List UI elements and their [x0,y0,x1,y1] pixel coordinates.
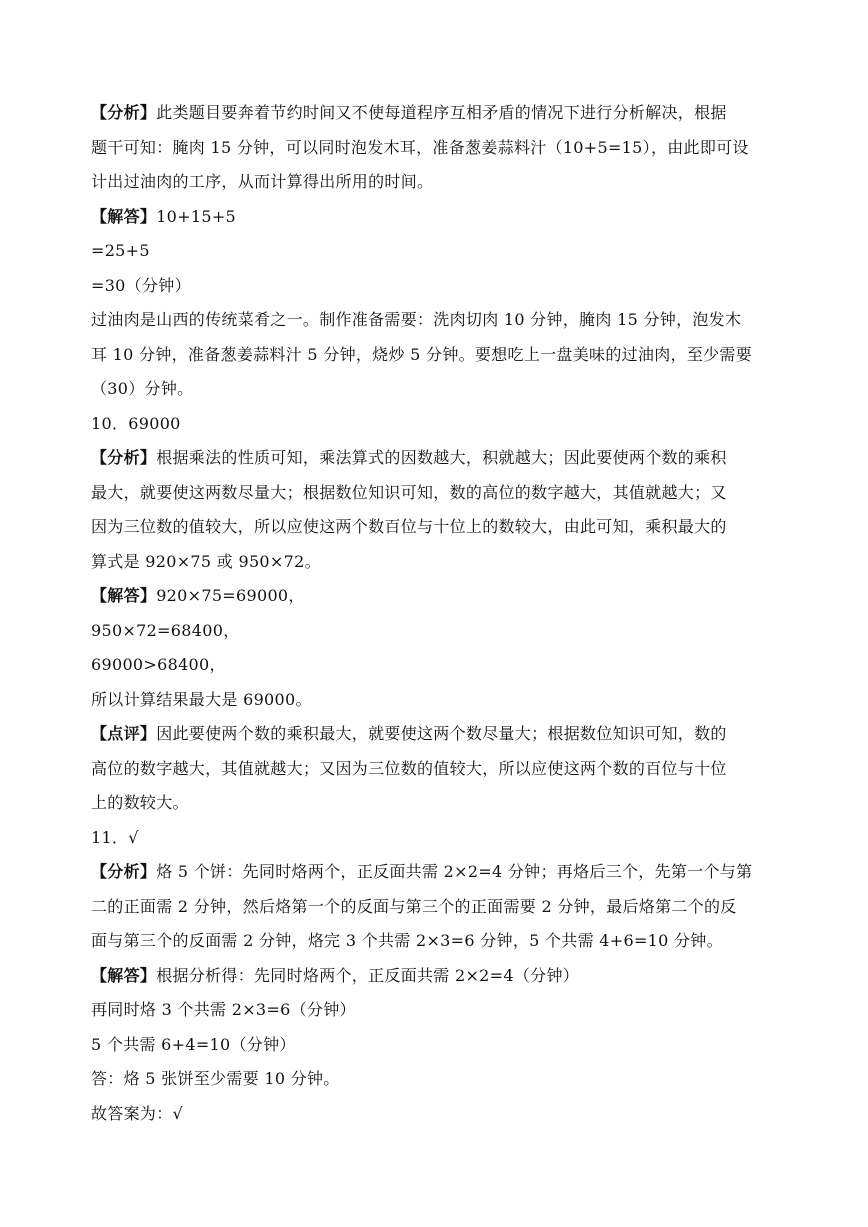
line-text: 11．√ [91,827,139,847]
line-text: 最大，就要使这两数尽量大；根据数位知识可知，数的高位的数字越大，其值就越大；又 [91,482,727,502]
line-text: 根据分析得：先同时烙两个，正反面共需 2×2=4（分钟） [156,965,580,985]
line-text: 根据乘法的性质可知，乘法算式的因数越大，积就越大；因此要使两个数的乘积 [156,448,727,467]
text-line [91,890,781,925]
line-text: 10．69000 [91,413,181,433]
text-line [91,234,781,269]
text-line [91,303,781,338]
line-text: 因此要使两个数的乘积最大，就要使这两个数尽量大；根据数位知识可知，数的 [156,724,727,743]
text-line [91,579,781,614]
text-line [91,717,781,752]
line-text: 所以计算结果最大是 69000。 [91,689,312,709]
section-tag: 【分析】 [91,448,157,467]
text-line [91,683,781,718]
line-text: =30（分钟） [91,275,191,295]
line-text: 950×72=68400， [91,620,240,640]
line-text: 二的正面需 2 分钟，然后烙第一个的反面与第三个的正面需要 2 分钟，最后烙第二个的反 [91,896,737,916]
section-tag: 【点评】 [91,724,157,743]
line-text: （30）分钟。 [91,379,194,398]
line-text: 面与第三个的反面需 2 分钟，烙完 3 个共需 2×3=6 分钟，5 个共需 4+6=10 分钟。 [91,931,723,950]
section-tag: 【解答】 [91,206,157,226]
text-line [91,510,781,545]
question-number-10 [91,407,781,442]
line-text: 上的数较大。 [91,793,189,812]
text-line [91,1062,781,1097]
text-line [91,269,781,304]
text-line [91,855,781,890]
line-text: 5 个共需 6+4=10（分钟） [91,1034,296,1054]
line-text: 耳 10 分钟，准备葱姜蒜料汁 5 分钟，烧炒 5 分钟。要想吃上一盘美味的过油肉，至少需要 [91,344,753,364]
line-text: 烙 5 个饼：先同时烙两个，正反面共需 2×2=4 分钟；再烙后三个，先第一个与第 [156,862,753,881]
line-text: 10+15+5 [156,206,237,226]
section-tag: 【分析】 [91,103,157,122]
question-number-11 [91,821,781,856]
line-text: 920×75=69000， [156,586,305,605]
text-line [91,372,781,407]
text-line [91,338,781,373]
line-text: 此类题目要奔着节约时间又不使每道程序互相矛盾的情况下进行分析解决，根据 [156,103,727,122]
line-text: 计出过油肉的工序，从而计算得出所用的时间。 [91,172,434,191]
section-tag: 【解答】 [91,586,157,605]
section-tag: 【分析】 [91,862,157,881]
text-line [91,476,781,511]
text-line [91,96,781,131]
line-text: 因为三位数的值较大，所以应使这两个数百位与十位上的数较大，由此可知，乘积最大的 [91,517,727,536]
section-tag: 【解答】 [91,965,157,985]
text-line [91,200,781,235]
text-line [91,1028,781,1063]
text-line [91,131,781,166]
text-line [91,752,781,787]
text-line [91,165,781,200]
text-line [91,786,781,821]
line-text: 过油肉是山西的传统菜肴之一。制作准备需要：洗肉切肉 10 分钟，腌肉 15 分钟，泡发木 [91,310,742,329]
text-line [91,441,781,476]
text-line [91,545,781,580]
line-text: 高位的数字越大，其值就越大；又因为三位数的值较大，所以应使这两个数的百位与十位 [91,758,727,778]
line-text: 题干可知：腌肉 15 分钟，可以同时泡发木耳，准备葱姜蒜料汁（10+5=15），由此即可设 [91,137,749,157]
text-line [91,924,781,959]
text-line [91,959,781,994]
line-text: =25+5 [91,241,150,260]
text-line [91,614,781,649]
line-text: 故答案为：√ [91,1103,183,1123]
text-line [91,648,781,683]
text-line [91,993,781,1028]
answer-text-body [91,96,781,1131]
text-line [91,1097,781,1132]
line-text: 答：烙 5 张饼至少需要 10 分钟。 [91,1069,340,1088]
line-text: 69000>68400， [91,655,226,674]
line-text: 算式是 920×75 或 950×72。 [91,551,321,571]
line-text: 再同时烙 3 个共需 2×3=6（分钟） [91,1000,356,1019]
